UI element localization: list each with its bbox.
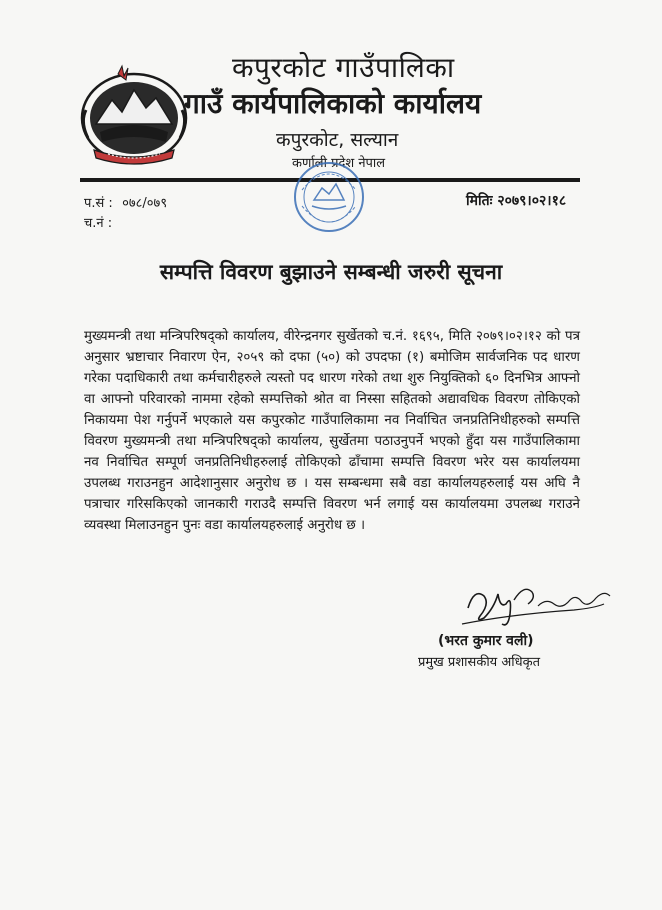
reference-value: ०७८/०७९ — [122, 196, 168, 211]
reference-number — [84, 196, 167, 212]
office-address: कपुरकोट, सल्यान — [276, 129, 399, 151]
letter-date — [466, 192, 566, 210]
date-value: २०७९।०२।१८ — [497, 193, 567, 209]
notice-body: मुख्यमन्त्री तथा मन्त्रिपरिषद्को कार्यालय, वीरेन्द्रनगर सुर्खेतको च.नं. १६९५, मिति २०७९।०२।१२ को पत्र अनुसार भ्रष्टाचार निवारण ऐन, २०५९ को दफा (५०) को उपदफा (१) बमोजिम सार्वजनिक पद धारण गरेका पदाधिकारी तथा कर्मचारीहरुले त्यस्तो पद धारण गरेको तथा शुरु नियुक्तिको ६० दिनभित्र आफ्नो वा आफ्नो परिवारको नाममा रहेको सम्पत्तिको श्रोत वा निस्सा सहितको अद्यावधिक विवरण तोकिएको निकायमा पेश गर्नुपर्ने भएकाले यस कपुरकोट गाउँपालिकामा नव निर्वाचित जनप्रतिनिधीहरुको सम्पत्ति विवरण मुख्यमन्त्री तथा मन्त्रिपरिषद्को कार्यालय, सुर्खेतमा पठाउनुपर्ने भएको हुँदा यस गाउँपालिकामा नव निर्वाचित सम्पूर्ण जनप्रतिनिधीहरुलाई तोकिएको ढाँचामा सम्पत्ति विवरण भरेर यस कार्यालयमा उपलब्ध गराउनहुन आदेशानुसार अनुरोध छ । यस सम्बन्धमा सबै वडा कार्यालयहरुलाई यस अघि नै पत्राचार गरिसकिएको जानकारी गराउदै सम्पत्ति विवरण भर्न लगाई यस कार्यालयमा उपलब्ध गराउने व्यवस्था मिलाउनहुन पुनः वडा कार्यालयहरुलाई अनुरोध छ । — [84, 329, 580, 533]
date-label: मितिः — [466, 193, 493, 209]
signature-image — [454, 574, 618, 632]
office-name: गाउँ कार्यपालिकाको कार्यालय — [184, 87, 482, 120]
dispatch-label: च.नं : — [84, 216, 113, 231]
signatory-name: (भरत कुमार वली) — [438, 633, 534, 649]
signatory-title: प्रमुख प्रशासकीय अधिकृत — [418, 655, 541, 670]
reference-label: प.सं : — [84, 196, 113, 211]
office-seal-icon — [292, 160, 366, 234]
province-name: कर्णाली प्रदेश नेपाल — [292, 156, 386, 171]
nepal-emblem-icon — [78, 62, 190, 166]
notice-subject: सम्पत्ति विवरण बुझाउने सम्बन्धी जरुरी सूचना — [159, 260, 503, 284]
dispatch-number — [84, 216, 112, 232]
organization-name: कपुरकोट गाउँपालिका — [232, 51, 455, 84]
